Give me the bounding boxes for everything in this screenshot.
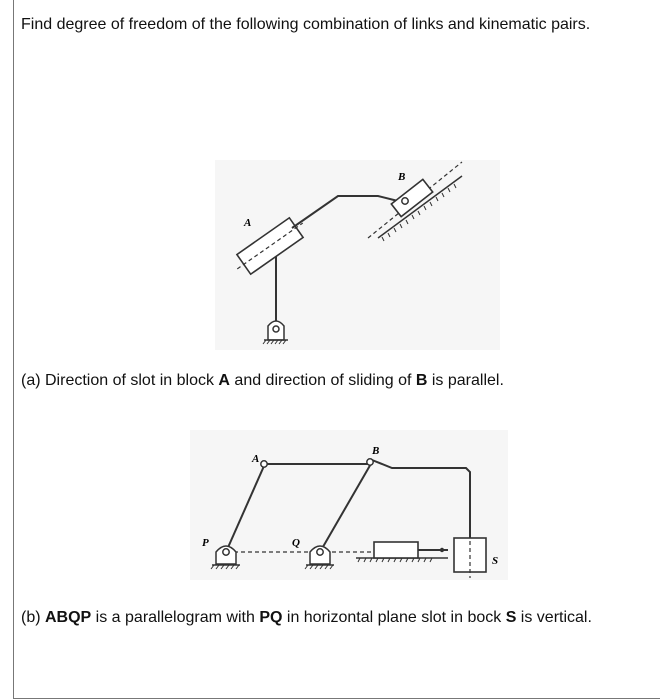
label-b: B [398,171,406,183]
question-text: Find degree of freedom of the following combination of links and kinematic pairs. [21,16,591,33]
label-a: A [244,217,252,229]
figure-a-diagram [200,140,500,360]
block-s [454,534,486,578]
label-q: Q [292,537,300,549]
label-p: P [202,537,209,549]
pin-b [367,459,373,465]
rod-joint [440,548,444,552]
label-a: A [252,453,260,465]
caption-a: (a) Direction of slot in block A and direction of sliding of B is parallel. [21,372,504,389]
figure-b-diagram [180,428,520,588]
figure-b [180,428,520,588]
caption-b: (b) ABQP is a parallelogram with PQ in horizontal plane slot in bock S is vertical. [21,609,592,626]
pin-a [261,461,267,467]
figure-a [200,140,500,360]
pin-b [402,198,408,204]
label-s: S [492,555,499,567]
label-b: B [372,445,380,457]
slider-block [374,542,418,558]
